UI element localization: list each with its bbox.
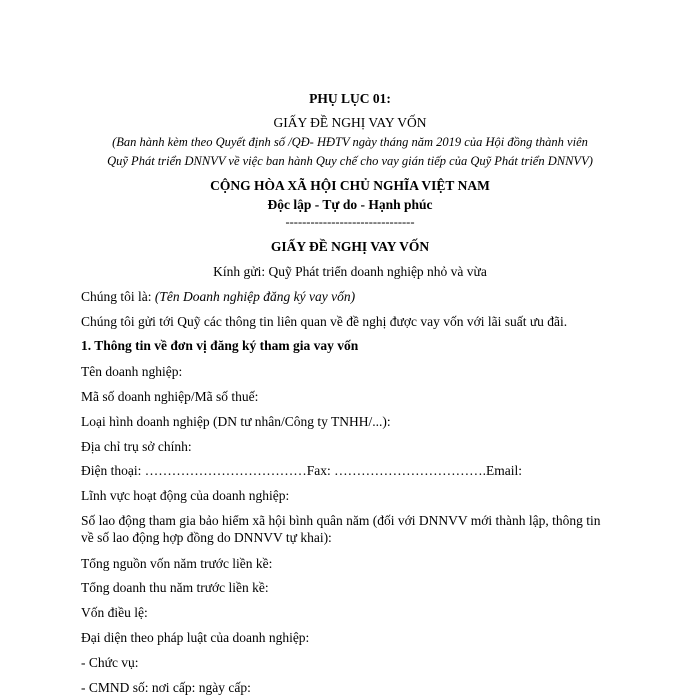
document-title: GIẤY ĐỀ NGHỊ VAY VỐN bbox=[270, 239, 430, 254]
applicant-line bbox=[81, 289, 355, 305]
field-legal-representative: Đại diện theo pháp luật của doanh nghiệp: bbox=[81, 630, 310, 645]
field-contact: Điện thoại: ………………………………Fax: …………………………….Email: bbox=[81, 463, 522, 478]
intro-paragraph: Chúng tôi gửi tới Quỹ các thông tin liên quan về đề nghị được vay vốn với lãi suất ưu đãi. bbox=[81, 314, 568, 329]
section-1-heading: 1. Thông tin về đơn vị đăng ký tham gia vay vốn bbox=[81, 338, 359, 353]
applicant-prefix: Chúng tôi là: bbox=[81, 289, 155, 304]
applicant-name-placeholder: (Tên Doanh nghiệp đăng ký vay vốn) bbox=[154, 289, 356, 304]
field-total-capital: Tổng nguồn vốn năm trước liền kề: bbox=[81, 556, 273, 571]
issuance-note-line1: (Ban hành kèm theo Quyết định số /QĐ- HĐTV ngày tháng năm 2019 của Hội đồng thành viên bbox=[112, 135, 588, 149]
recipient-line: Kính gửi: Quỹ Phát triển doanh nghiệp nhỏ và vừa bbox=[213, 264, 487, 279]
field-employees-line1: Số lao động tham gia bảo hiểm xã hội bình quân năm (đối với DNNVV mới thành lập, thông tin bbox=[81, 513, 601, 528]
appendix-label: PHỤ LỤC 01: bbox=[309, 91, 391, 106]
field-id-card: - CMND số: nơi cấp: ngày cấp: bbox=[81, 680, 251, 695]
field-company-name: Tên doanh nghiệp: bbox=[81, 364, 183, 379]
field-employees-line2: về số lao động hợp đồng do DNNVV tự khai): bbox=[81, 530, 332, 545]
field-tax-code: Mã số doanh nghiệp/Mã số thuế: bbox=[81, 389, 259, 404]
national-motto: Độc lập - Tự do - Hạnh phúc bbox=[267, 197, 433, 212]
field-business-field: Lĩnh vực hoạt động của doanh nghiệp: bbox=[81, 488, 290, 503]
form-title: GIẤY ĐỀ NGHỊ VAY VỐN bbox=[273, 115, 427, 130]
field-charter-capital: Vốn điều lệ: bbox=[81, 605, 148, 620]
national-name: CỘNG HÒA XÃ HỘI CHỦ NGHĨA VIỆT NAM bbox=[210, 178, 490, 193]
field-total-revenue: Tổng doanh thu năm trước liền kề: bbox=[81, 580, 269, 595]
field-company-type: Loại hình doanh nghiệp (DN tư nhân/Công ty TNHH/...): bbox=[81, 414, 391, 429]
issuance-note-line2: Quỹ Phát triển DNNVV về việc ban hành Quy chế cho vay gián tiếp của Quỹ Phát triển DNNVV) bbox=[107, 154, 593, 168]
field-position: - Chức vụ: bbox=[81, 655, 139, 670]
separator-line: ------------------------------- bbox=[285, 215, 415, 229]
field-address: Địa chỉ trụ sở chính: bbox=[81, 439, 192, 454]
